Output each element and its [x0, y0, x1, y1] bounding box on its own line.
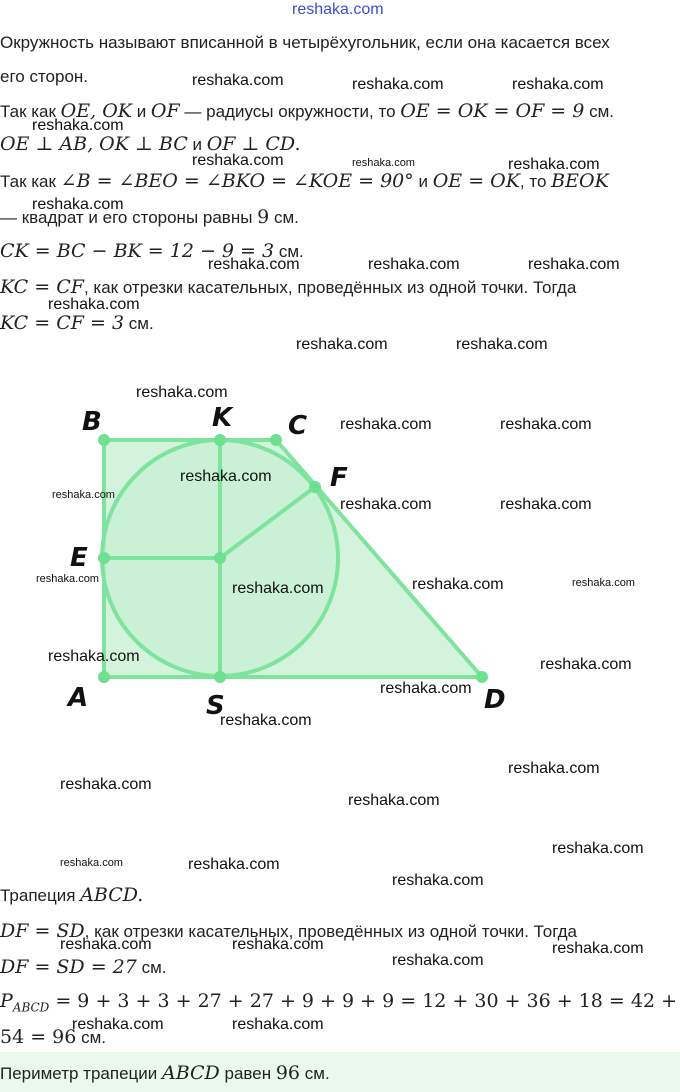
watermark: reshaka.com: [192, 152, 284, 169]
text: см.: [300, 1064, 330, 1083]
math: KC = CF: [0, 276, 84, 298]
text: и: [413, 172, 433, 191]
watermark: reshaka.com: [48, 296, 140, 313]
math: OF ⊥ CD.: [206, 133, 301, 155]
text-line-2: его сторон.: [0, 67, 89, 86]
watermark: reshaka.com: [180, 468, 272, 485]
watermark: reshaka.com: [508, 156, 600, 173]
answer-text: [0, 1062, 330, 1085]
watermark: reshaka.com: [512, 76, 604, 93]
watermark: reshaka.com: [348, 792, 440, 809]
watermark: reshaka.com: [60, 936, 152, 953]
watermark: reshaka.com: [508, 760, 600, 777]
math: 54 = 96: [0, 1026, 77, 1048]
watermark: reshaka.com: [192, 72, 284, 89]
text: см.: [124, 314, 154, 333]
text: , как отрезки касательных, проведённых из одной точки. Тогда: [83, 278, 577, 297]
text: см.: [584, 102, 614, 121]
text: , как отрезки касательных, проведённых из одной точки. Тогда: [84, 922, 577, 941]
watermark: reshaka.com: [540, 656, 632, 673]
watermark: reshaka.com: [32, 196, 124, 213]
point-k: [214, 434, 226, 446]
point-c: [270, 434, 282, 446]
math: P: [0, 990, 13, 1012]
answer-box: [0, 1052, 680, 1092]
watermark: reshaka.com: [36, 573, 99, 585]
watermark: reshaka.com: [392, 872, 484, 889]
text: см.: [136, 958, 167, 977]
watermark: reshaka.com: [456, 336, 548, 353]
label-s: S: [206, 691, 225, 721]
math: KC = CF = 3: [0, 312, 125, 334]
text: — квадрат и его стороны равны: [0, 208, 258, 227]
label-c: C: [288, 411, 308, 441]
math: DF = SD: [0, 920, 85, 942]
text: см.: [274, 242, 304, 261]
watermark: reshaka.com: [340, 496, 432, 513]
math-subscript: ABCD: [12, 1000, 50, 1015]
watermark: reshaka.com: [552, 840, 644, 857]
text: см.: [76, 1028, 106, 1047]
label-d: D: [484, 685, 506, 715]
text: Трапеция: [0, 886, 81, 905]
watermark: reshaka.com: [392, 952, 484, 969]
point-f: [309, 481, 321, 493]
math: 96: [275, 1062, 301, 1084]
watermark: reshaka.com: [188, 856, 280, 873]
watermark: reshaka.com: [232, 580, 324, 597]
trapezoid-figure: [0, 380, 680, 740]
text-line-12: [0, 956, 166, 979]
point-e: [98, 552, 110, 564]
point-o: [214, 552, 226, 564]
point-s: [214, 671, 226, 683]
point-d: [476, 671, 488, 683]
watermark: reshaka.com: [500, 416, 592, 433]
watermark: reshaka.com: [352, 157, 415, 169]
text-line-9: [0, 312, 154, 335]
watermark: reshaka.com: [572, 577, 635, 589]
math: OE, OK: [60, 100, 132, 122]
watermark: reshaka.com: [136, 384, 228, 401]
math: OE ⊥ AB, OK ⊥ BC: [0, 133, 188, 155]
text-line-13: [0, 990, 677, 1018]
math: DF = SD = 27: [0, 956, 137, 978]
math: ABCD.: [80, 884, 144, 906]
point-a: [98, 671, 110, 683]
text: Периметр трапеции: [0, 1064, 162, 1083]
watermark: reshaka.com: [32, 117, 124, 134]
watermark: reshaka.com: [52, 489, 115, 501]
label-e: E: [70, 543, 88, 573]
math: ∠B = ∠BEO = ∠BKO = ∠KOE = 90°: [60, 170, 414, 192]
watermark: reshaka.com: [412, 576, 504, 593]
text-line-10: [0, 884, 143, 907]
math: ABCD: [161, 1062, 220, 1084]
text: равен: [219, 1064, 276, 1083]
watermark: reshaka.com: [296, 336, 388, 353]
math: OE = OK: [432, 170, 520, 192]
watermark: reshaka.com: [500, 496, 592, 513]
watermark: reshaka.com: [208, 256, 300, 273]
watermark: reshaka.com: [552, 940, 644, 957]
text-line-1: Окружность называют вписанной в четырёхугольник, если она касается всех: [0, 33, 610, 52]
watermark: reshaka.com: [232, 936, 324, 953]
label-a: A: [68, 683, 89, 713]
watermark: reshaka.com: [60, 776, 152, 793]
watermark: reshaka.com: [72, 1016, 164, 1033]
watermark: reshaka.com: [220, 712, 312, 729]
text: Так как: [0, 102, 61, 121]
label-k: K: [212, 403, 233, 433]
label-f: F: [330, 463, 348, 493]
watermark: reshaka.com: [380, 680, 472, 697]
math: 9: [257, 206, 270, 228]
text: см.: [269, 208, 299, 227]
watermark: reshaka.com: [368, 256, 460, 273]
text: и: [187, 135, 207, 154]
text: , то: [519, 172, 552, 191]
label-b: B: [82, 407, 102, 437]
watermark: reshaka.com: [48, 648, 140, 665]
watermark: reshaka.com: [232, 1016, 324, 1033]
math: BEOK: [551, 170, 609, 192]
math: OE = OK = OF = 9: [400, 100, 585, 122]
text: Так как: [0, 172, 61, 191]
watermark: reshaka.com: [528, 256, 620, 273]
watermark: reshaka.com: [352, 76, 444, 93]
math: CK = BC − BK = 12 − 9 = 3: [0, 240, 275, 262]
text: — радиусы окружности, то: [179, 102, 401, 121]
watermark: reshaka.com: [60, 857, 123, 869]
site-link[interactable]: reshaka.com: [292, 1, 384, 18]
watermark: reshaka.com: [340, 416, 432, 433]
math: = 9 + 3 + 3 + 27 + 27 + 9 + 9 + 9 = 12 + 30 + 36 + 18 = 42 +: [49, 990, 678, 1012]
text: и: [131, 102, 151, 121]
math: OF: [150, 100, 180, 122]
